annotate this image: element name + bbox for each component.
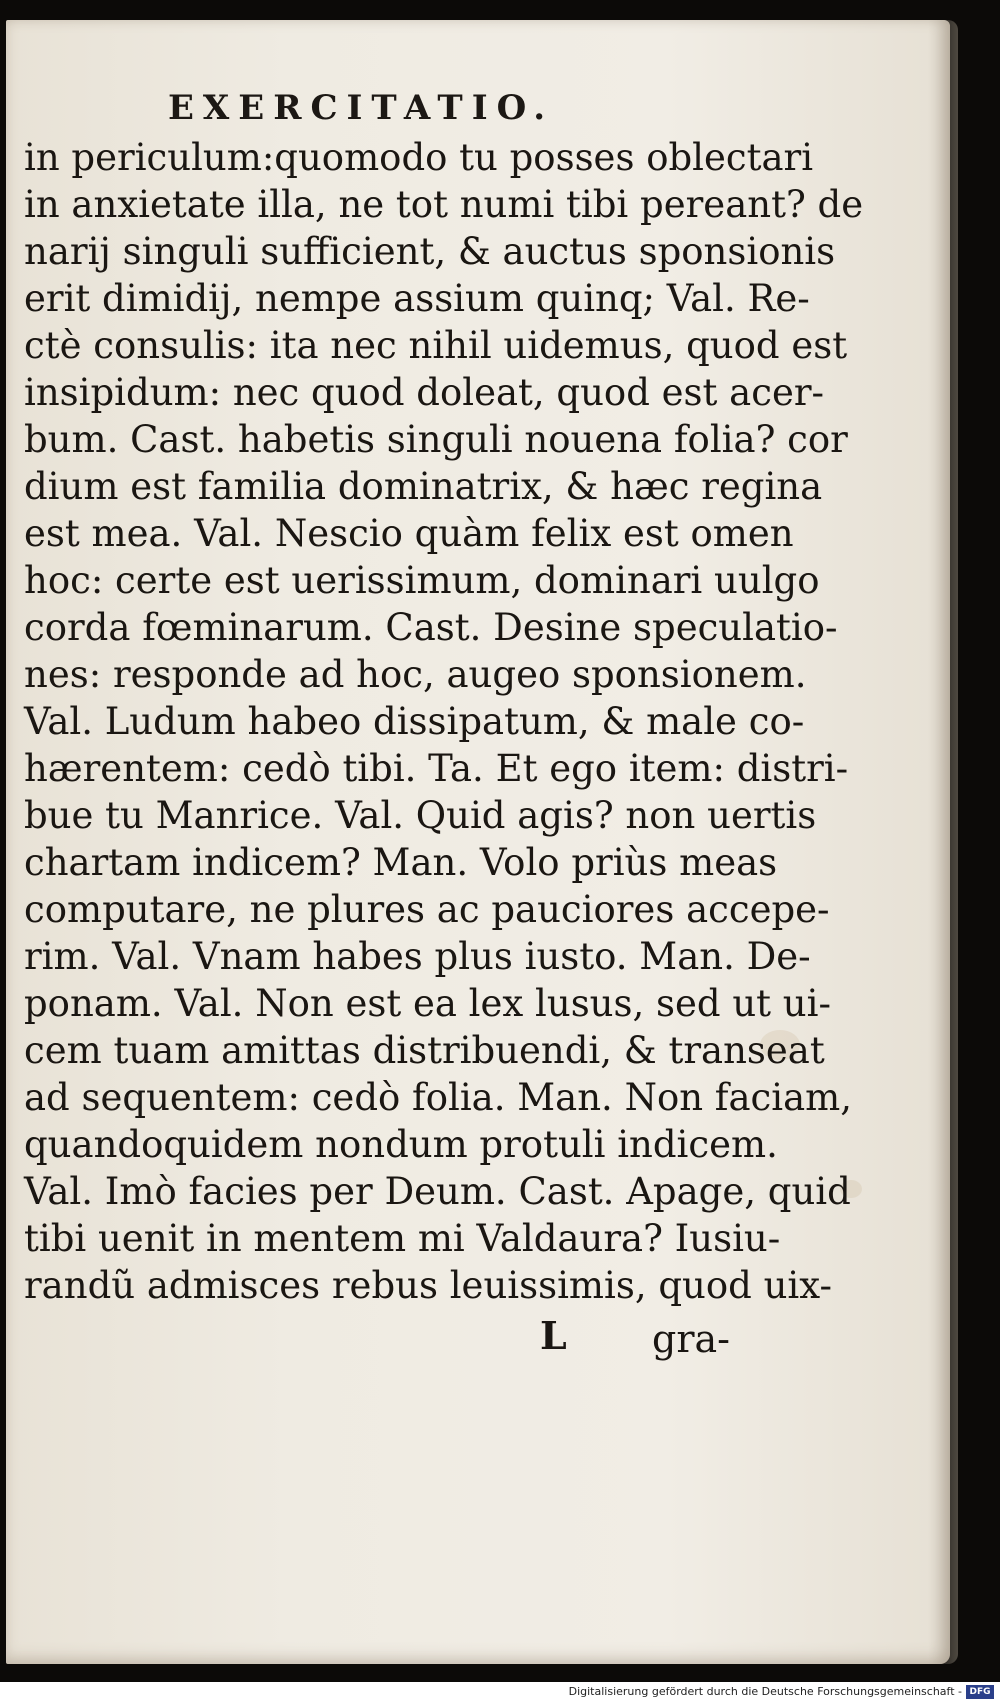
text-line: randũ admisces rebus leuissimis, quod uix- bbox=[24, 1264, 832, 1307]
text-line: bum. Cast. habetis singuli nouena folia? cor bbox=[24, 418, 848, 461]
text-line: chartam indicem? Man. Volo priùs meas bbox=[24, 841, 778, 884]
text-line: erit dimidij, nempe assium quinq; Val. Re- bbox=[24, 277, 810, 320]
text-line: Val. Ludum habeo dissipatum, & male co- bbox=[24, 700, 805, 743]
text-line: dium est familia dominatrix, & hæc regina bbox=[24, 465, 823, 508]
text-line: computare, ne plures ac pauciores accepe- bbox=[24, 888, 830, 931]
running-head: EXERCITATIO. bbox=[168, 88, 555, 128]
text-line: ctè consulis: ita nec nihil uidemus, quod est bbox=[24, 324, 848, 367]
text-line: corda fœminarum. Cast. Desine speculatio- bbox=[24, 606, 838, 649]
catchword: gra- bbox=[652, 1317, 730, 1361]
text-line: hoc: certe est uerissimum, dominari uulgo bbox=[24, 559, 820, 602]
funding-credit: Digitalisierung gefördert durch die Deutsche Forschungsgemeinschaft - bbox=[568, 1685, 962, 1698]
text-line: quandoquidem nondum protuli indicem. bbox=[24, 1123, 778, 1166]
page-edge-shadow bbox=[928, 20, 958, 1664]
text-line: hærentem: cedò tibi. Ta. Et ego item: distri- bbox=[24, 747, 849, 790]
text-line: in anxietate illa, ne tot numi tibi pereant? de bbox=[24, 183, 864, 226]
text-line: nes: responde ad hoc, augeo sponsionem. bbox=[24, 653, 807, 696]
text-line: ponam. Val. Non est ea lex lusus, sed ut ui- bbox=[24, 982, 831, 1025]
text-line: rim. Val. Vnam habes plus iusto. Man. De- bbox=[24, 935, 811, 978]
text-line: cem tuam amittas distribuendi, & transeat bbox=[24, 1029, 825, 1072]
dfg-logo-icon: DFG bbox=[966, 1685, 994, 1699]
text-line: in periculum:quomodo tu posses oblectari bbox=[24, 136, 814, 179]
text-line: est mea. Val. Nescio quàm felix est omen bbox=[24, 512, 794, 555]
text-line: bue tu Manrice. Val. Quid agis? non uertis bbox=[24, 794, 817, 837]
text-line: insipidum: nec quod doleat, quod est acer- bbox=[24, 371, 825, 414]
signature-mark: L bbox=[540, 1313, 567, 1358]
text-line: narij singuli sufficient, & auctus sponsionis bbox=[24, 230, 836, 273]
text-line: ad sequentem: cedò folia. Man. Non faciam, bbox=[24, 1076, 853, 1119]
text-line: Val. Imò facies per Deum. Cast. Apage, quid bbox=[24, 1170, 851, 1213]
body-text bbox=[24, 134, 864, 1309]
text-line: tibi uenit in mentem mi Valdaura? Iusiu- bbox=[24, 1217, 781, 1260]
catchline bbox=[540, 1313, 740, 1363]
